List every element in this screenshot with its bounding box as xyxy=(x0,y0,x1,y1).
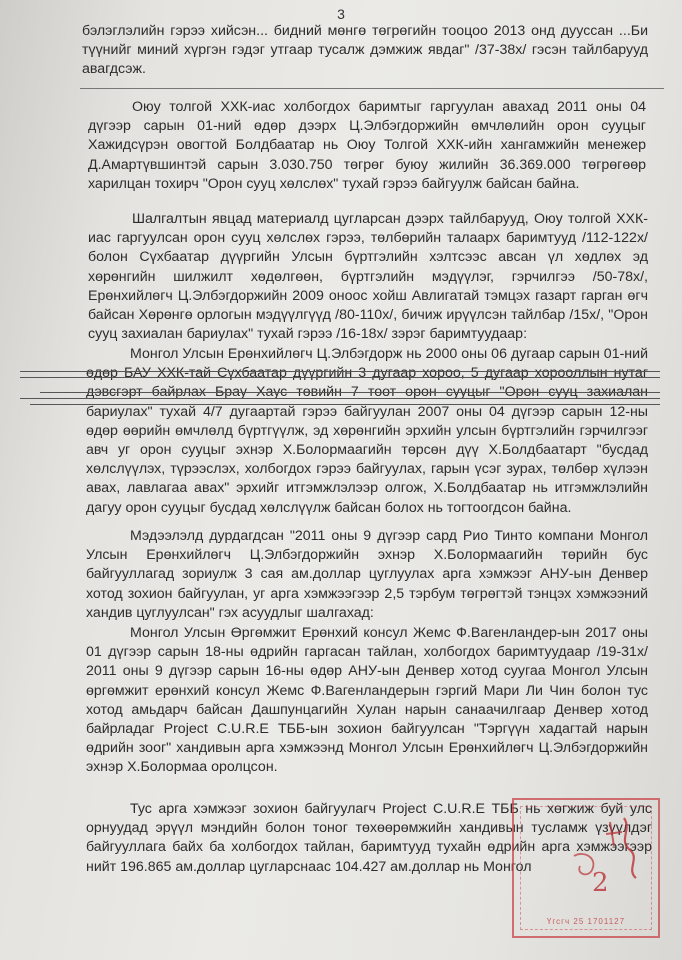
strike-line-1 xyxy=(20,371,660,372)
strike-line-5 xyxy=(30,404,660,405)
paragraph-continued: бэлэглэлийн гэрээ хийсэн... бидний мөнгө төгрөгийн тооцоо 2013 онд дууссан ...Би түүнийг миний хүргэн гэдэг утгаар тусалж дэмжиж явдаг" /37-38х/ гэсэн тайлбарууд авагдсэж. xyxy=(82,23,648,78)
page-number: 3 xyxy=(337,6,345,22)
paragraph-consul-report: Монгол Улсын Өргөмжит Ерөнхий консул Жемс Ф.Вагенландер-ын 2017 оны 01 дүгээр сарын 18-ны өдрийн гаргасан тайлан, холбогдох баримтуудаар /19-31х/ 2011 оны 9 дүгээр сарын 16-ны өдөр АНУ-ын Денвер хотод суугаа Монгол Улсын өргөмжит ерөнхий консул Жемс Ф.Вагенландерын гэргий Мари Ли Чин болон тус хотод амьдарч байсан Дашпунцагийн Хулан нарын санаачилгаар Денвер хотод байрладаг Project C.U.R.E ТББ-ын зохион байгуулсан "Тэргүүн хадагтай нарын өдрийн зоог" хандивын арга хэмжээнд Монгол Улсын Ерөнхийлөгч Ц.Элбэгдоржийн эхнэр Х.Болормаа оролцсон. xyxy=(86,625,648,776)
stamp-handwritten-number: 2 xyxy=(592,868,609,898)
strike-line-2 xyxy=(20,377,660,378)
paragraph-apartment-ownership: Монгол Улсын Ерөнхийлөгч Ц.Элбэгдорж нь 2000 оны 06 дугаар сарын 01-ний өдөр БАУ ХХК-тай Сүхбаатар дүүргийн 3 дугаар хороо, 5 дугаар хорооллын нутаг дэвсгэрт байрлах Брау Хаус төвийн 7 тоот орон сууцыг "Орон сууц захиалан бариулах" тухай 4/7 дугаартай гэрээ байгуулан 2007 оны 04 дүгээр сарын 12-ны өдөр өөрийн өмчлөлд бүртгүүлж, эд хөрөнгийн эрхийн улсын бүртгэлийн гэрчилгээг авч уг орон сууцыг эхнэр Х.Болормаагийн төрсөн дүү Х.Болдбаатарт "бусдад хөлслүүлэх, түрээслэх, холбогдох гэрээ байгуулах, гарын үсэг зурах, төлбөр хүлээн авах, лавлагаа авах" эрхийг итгэмжлэлээр олгож, Х.Болдбаатар нь итгэмжлэлийн дагуу орон сууцыг бусдад хөлслүүлж байсан болох нь тогтоогдсон байна. xyxy=(86,346,648,516)
paragraph-investigation-materials: Шалгалтын явцад материалд цугларсан дээрх тайлбарууд, Оюу толгой ХХК-иас гаргуулсан орон сууц хөлслөх гэрээ, төлбөрийн талаарх баримтууд /112-122х/ болон Сүхбаатар дүүргийн Улсын бүртгэлийн хэлтсээс авсан үл хөдлөх эд хөрөнгийн шилжилт хөдөлгөөн, бүртгэлийн мэдүүлэг, гэрчилгээ /50-78х/, Ерөнхийлөгч Ц.Элбэгдоржийн 2009 оноос хойш Авлигатай тэмцэх газарт гарган өгч байсан Хөрөнгө орлогын мэдүүлгүүд /80-110х/, бичиж ирүүлсэн тайлбар /15х/, "Орон сууц захиалан бариулах" тухай гэрээ /16-18х/ зэрэг баримтуудаар: xyxy=(88,211,648,343)
stamp-serial: Үгсгч 25 1701127 xyxy=(546,917,626,926)
strike-line-4 xyxy=(20,398,660,399)
paragraph-rio-tinto-claim: Мэдээлэлд дурдагдсан "2011 оны 9 дүгээр сард Рио Тинто компани Монгол Улсын Ерөнхийлөгч Ц.Элбэгдоржийн эхнэр Х.Болормаагийн төрийн бус байгууллагад зориулж 3 сая ам.доллар цуглуулах арга хэмжээг АНУ-ын Денвер хотод зохион байгуулан, уг арга хэмжээгээр 2,5 тэрбум төгрөгтэй тэнцэх хэмжээний хандив цуглуулсан" гэх асуудлыг шалгахад: xyxy=(86,528,648,621)
paragraph-project-cure: Тус арга хэмжээг зохион байгуулагч Project C.U.R.E ТББ нь хөгжиж буй улс орнуудад эрүүл мэндийн болон тоног төхөөрөмжийн хандивын тусламж үзүүлдэг байгууллага байх ба холбогдох тайлан, баримтууд тухайн өдрийн арга хэмжээгээр нийт 196.865 ам.доллар цугларснаас 104.427 ам.доллар нь Монгол xyxy=(86,801,652,875)
official-stamp xyxy=(512,798,660,938)
paragraph-oyu-tolgoi-lease: Оюу толгой ХХК-иас холбогдох баримтыг гаргуулан авахад 2011 оны 04 дүгээр сарын 01-ний өдөр дээрх Ц.Элбэгдоржийн өмчлөлийн орон сууцыг Хажидсүрэн овогтой Болдбаатар нь Оюу Толгой ХХК-ийн хангамжийн менежер Д.Амартүвшинтэй сарын 3.030.750 төгрөг буюу жилийн 36.369.000 төгрөгөөр харилцан тохирч "Орон сууц хөлслөх" тухай гэрээ байгуулж байсан байна. xyxy=(88,99,646,192)
separator-line xyxy=(80,88,664,89)
strike-line-3 xyxy=(40,392,660,393)
